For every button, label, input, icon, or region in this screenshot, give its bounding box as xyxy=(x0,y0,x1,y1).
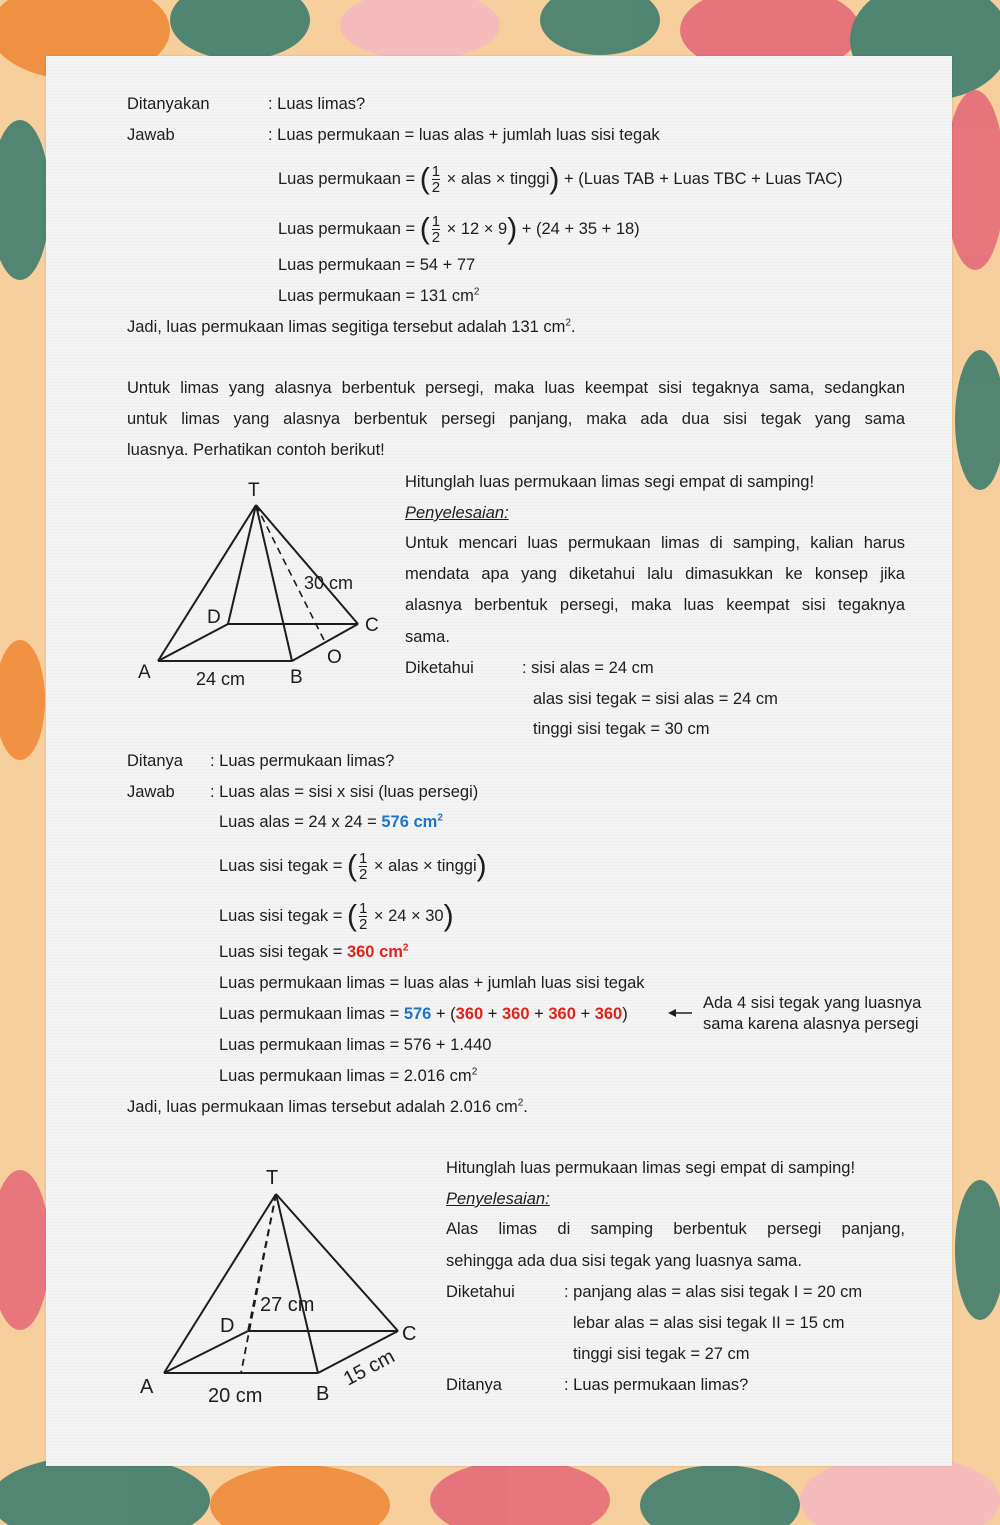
example2-desc-2: sehingga ada dua sisi tegak yang luasnya sama. xyxy=(446,1252,802,1270)
note-line-1: Ada 4 sisi tegak yang luasnya xyxy=(703,994,922,1012)
example1-known-3: tinggi sisi tegak = 30 cm xyxy=(533,720,710,738)
fraction: $\frac{1}{2}$ xyxy=(431,163,441,196)
fraction: $\frac{1}{2}$ xyxy=(431,213,441,246)
fraction: $\frac{1}{2}$ xyxy=(358,850,368,883)
example1-desc-2: mendata apa yang diketahui lalu dimasukkan ke konsep jika xyxy=(405,565,905,583)
conclusion-2: Jadi, luas permukaan limas tersebut adalah 2.016 $cm^2$. xyxy=(127,1097,528,1116)
arrow-left-icon xyxy=(666,1005,696,1021)
edge-ta xyxy=(158,505,256,661)
example1-jawab-value: : Luas alas = sisi x sisi (luas persegi) xyxy=(210,783,479,801)
example2-known-2: lebar alas = alas sisi tegak II = 15 cm xyxy=(573,1314,845,1332)
example2-question: Hitunglah luas permukaan limas segi empat di samping! xyxy=(446,1159,856,1177)
ditanyakan-label: Ditanyakan xyxy=(127,95,210,113)
vertex-label-t: T xyxy=(248,480,260,501)
base-width-label: 15 cm xyxy=(340,1345,399,1391)
example2-ditanya-value: : Luas permukaan limas? xyxy=(564,1376,749,1394)
note-line-2: sama karena alasnya persegi xyxy=(703,1015,919,1033)
edge-bc xyxy=(292,624,358,661)
example1-desc-3: alasnya berbentuk persegi, maka luas keempat sisi tegaknya xyxy=(405,596,905,614)
ditanyakan-value: : Luas limas? xyxy=(268,95,366,113)
edge-ta xyxy=(164,1194,276,1373)
jawab-value: : Luas permukaan = luas alas + jumlah luas sisi tegak xyxy=(268,126,660,144)
side-area-result: 360 $cm^2$ xyxy=(346,942,409,961)
example1-ditanya-value: : Luas permukaan limas? xyxy=(210,752,395,770)
surface-area-sum: Luas permukaan limas = 576 + 1.440 xyxy=(219,1036,492,1054)
slant-height-label: 27 cm xyxy=(260,1294,315,1316)
example1-question: Hitunglah luas permukaan limas segi empat di samping! xyxy=(405,473,815,491)
example1-known-2: alas sisi tegak = sisi alas = 24 cm xyxy=(533,690,778,708)
example1-desc-4: sama. xyxy=(405,628,450,646)
vertex-label-b: B xyxy=(290,667,303,688)
vertex-label-b: B xyxy=(316,1383,330,1405)
example1-solution-label: Penyelesaian: xyxy=(405,504,509,522)
example1-ditanya-label: Ditanya xyxy=(127,752,183,770)
base-area-result: 576 $cm^2$ xyxy=(381,812,443,831)
vertex-label-c: C xyxy=(365,615,379,636)
example1-jawab-label: Jawab xyxy=(127,783,175,801)
example1-desc-1: Untuk mencari luas permukaan limas di samping, kalian harus xyxy=(405,534,905,552)
intro-line-2: untuk limas yang alasnya berbentuk persegi panjang, maka ada dua sisi tegak yang sama xyxy=(127,410,905,428)
side-area-substitution: Luas sisi tegak = ( $\frac{1}{2}$ × 24 × 30) xyxy=(219,899,454,933)
fraction: $\frac{1}{2}$ xyxy=(358,900,368,933)
side-area-formula: Luas sisi tegak = ( $\frac{1}{2}$ × alas × tinggi) xyxy=(219,849,487,883)
example2-known-1: : panjang alas = alas sisi tegak I = 20 cm xyxy=(564,1283,863,1301)
vertex-label-o: O xyxy=(327,647,342,668)
surface-area-result: Luas permukaan limas = 2.016 $cm^2$ xyxy=(219,1066,478,1085)
example2-solution-label: Penyelesaian: xyxy=(446,1190,550,1208)
vertex-label-a: A xyxy=(140,1376,154,1398)
intro-line-3: luasnya. Perhatikan contoh berikut! xyxy=(127,441,385,459)
vertex-label-d: D xyxy=(207,607,221,628)
example2-known-3: tinggi sisi tegak = 27 cm xyxy=(573,1345,750,1363)
equation-formula: Luas permukaan = ( $\frac{1}{2}$ × alas × tinggi) + (Luas TAB + Luas TBC + Luas TAC) xyxy=(278,162,843,196)
jawab-label: Jawab xyxy=(127,126,175,144)
conclusion-1: Jadi, luas permukaan limas segitiga tersebut adalah 131 $cm^2$. xyxy=(127,317,576,336)
example1-diketahui-label: Diketahui xyxy=(405,659,474,677)
side-area-step: Luas sisi tegak = 360 $cm^2$ xyxy=(219,942,409,961)
square-pyramid-figure xyxy=(130,475,390,695)
intro-line-1: Untuk limas yang alasnya berbentuk persegi, maka luas keempat sisi tegaknya sama, sedangkan xyxy=(127,379,905,397)
vertex-label-d: D xyxy=(220,1315,235,1337)
base-area-step: Luas alas = 24 x 24 = 576 $cm^2$ xyxy=(219,812,443,831)
example2-desc-1: Alas limas di samping berbentuk persegi panjang, xyxy=(446,1220,905,1238)
edge-td xyxy=(228,505,256,624)
surface-area-formula: Luas permukaan limas = luas alas + jumlah luas sisi tegak xyxy=(219,974,645,992)
base-length-label: 20 cm xyxy=(208,1385,263,1407)
example2-diketahui-label: Diketahui xyxy=(446,1283,515,1301)
edge-tb xyxy=(256,505,292,661)
vertex-label-t: T xyxy=(266,1167,279,1189)
equation-sum: Luas permukaan = 54 + 77 xyxy=(278,256,476,274)
vertex-label-a: A xyxy=(138,662,151,683)
slant-height-label: 30 cm xyxy=(304,573,354,593)
equation-result: Luas permukaan = 131 $cm^2$ xyxy=(278,286,480,305)
base-length-label: 24 cm xyxy=(196,669,246,689)
equation-substitution: Luas permukaan = ( $\frac{1}{2}$ × 12 × 9) + (24 + 35 + 18) xyxy=(278,212,640,246)
example1-known-1: : sisi alas = 24 cm xyxy=(522,659,654,677)
edge-tb xyxy=(276,1194,318,1373)
rectangular-pyramid-figure xyxy=(130,1160,430,1410)
surface-area-substitution: Luas permukaan limas = 576 + (360 + 360 + 360 + 360) xyxy=(219,1005,628,1023)
vertex-label-c: C xyxy=(402,1323,417,1345)
example2-ditanya-label: Ditanya xyxy=(446,1376,502,1394)
